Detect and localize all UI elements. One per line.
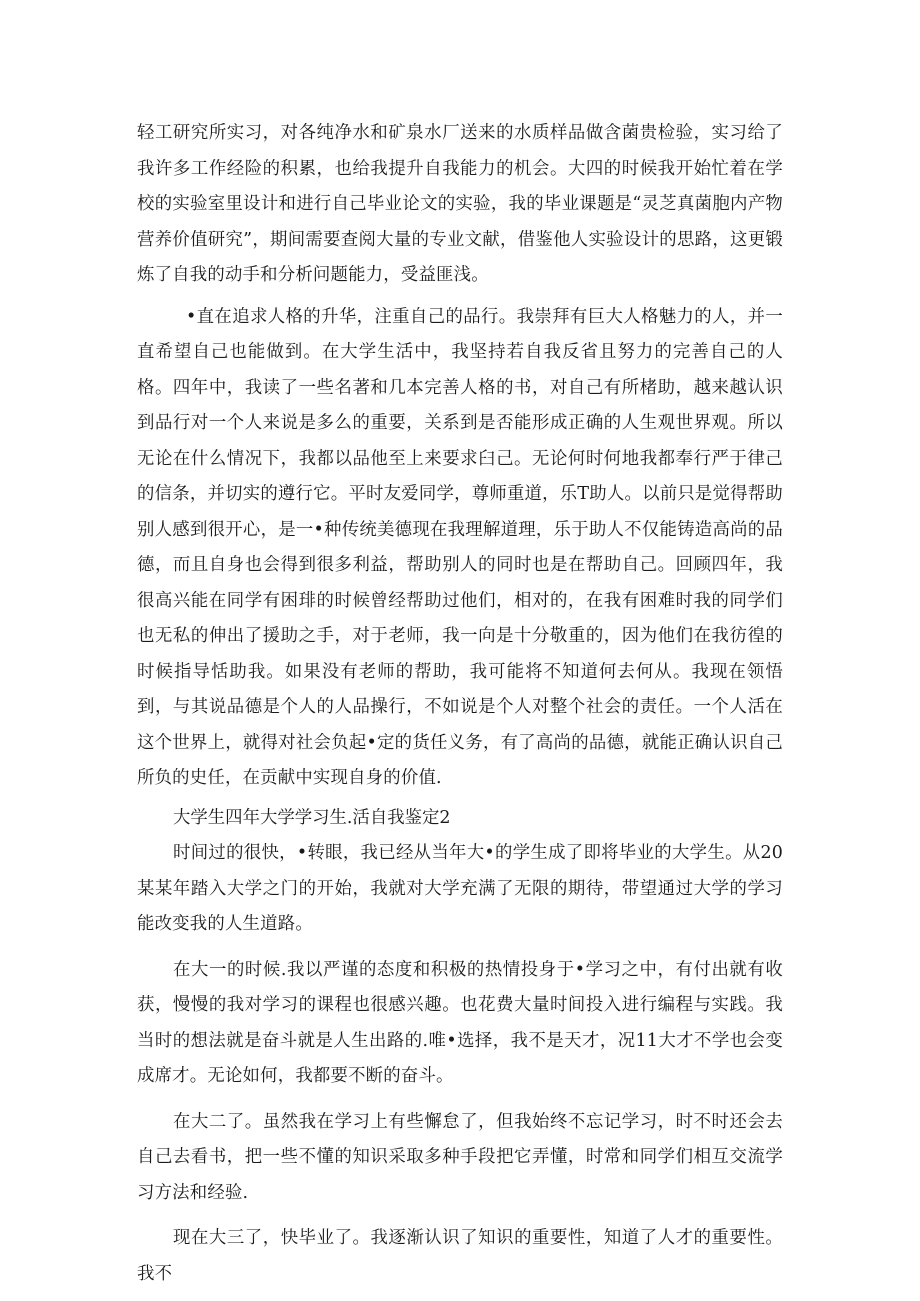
paragraph-second-year: 在大二了。虽然我在学习上有些懈怠了，但我始终不忘记学习，时不时还会去自己去看书，把一些不懂的知识采取多种手段把它弄懂，时常和同学们相互交流学习方法和经验. bbox=[137, 1111, 783, 1203]
paragraph-internship: 轻工研究所实习，对各纯净水和矿泉水厂送来的水质样品做含菌贵检验，实习给了我许多工作经险的积累，也给我提升自我能力的机会。大四的时候我开始忙着在学校的实验室里设计和进行自己毕业论文的实验，我的毕业课题是“灵芝真菌胞内产物营养价值研究”，期间需要查阅大量的专业文献，借鉴他人实验设计的思路，这更锻炼了自我的动手和分析问题能力，受益匪浅。 bbox=[137, 123, 783, 285]
paragraph-time-flies: 时间过的很快，•转眼，我已经从当年大•的学生成了即将毕业的大学生。从20某某年踏入大学之门的开始，我就对大学充满了无限的期待，带望通过大学的学习能改变我的人生道路。 bbox=[137, 843, 783, 934]
paragraph-third-year: 现在大三了，快毕业了。我逐渐认识了知识的重要性，知道了人才的重要性。我不 bbox=[137, 1228, 783, 1284]
paragraph-character: •直在追求人格的升华，注重自己的品行。我崇拜有巨大人格魅力的人，并一直希望自己也能做到。在大学生活中，我坚持若自我反省且努力的完善自己的人格。四年中，我读了一些名著和几本完善人格的书，对自己有所楮助，越来越认识到品行对一个人来说是多么的重要，关系到是否能形成正确的人生观世界观。所以无论在什么情况下，我都以品他至上来要求臼己。无论何时何地我都奉行严于律己的信条，并切实的遵行它。平时友爱同学，尊师重道，乐T助人。以前只是觉得帮助别人感到很开心，是一•种传统美德现在我理解道理，乐于助人不仅能铸造高尚的品德，而且自身也会得到很多利益，帮助别人的同时也是在帮助自己。回顾四年，我很高兴能在同学有困琲的时候曾经帮助过他们，相对的，在我有困难时我的同学们也无私的伸出了援助之手，对于老师，我一向是十分敬重的，因为他们在我彷徨的时候指导恬助我。如果没有老师的帮助，我可能将不知道何去何从。我现在领悟到，与其说品德是个人的人品操行，不如说是个人对整个社会的责任。一个人活在这个世界上，就得对社会负起•定的货任义务，有了高尚的品德，就能正确认识自己所负的史任，在贡献中实现自身的价值. bbox=[137, 306, 783, 788]
document-page bbox=[137, 116, 783, 1292]
section-heading: 大学生四年大学学习生.活自我鉴定2 bbox=[173, 807, 451, 828]
paragraph-first-year: 在大一的时候.我以严谨的态度和积极的热情投身于•学习之中，有付出就有收获，慢慢的我对学习的课程也很感兴趣。也花费大量时间投入进行编程与实践。我当时的想法就是奋斗就是人生出路的.唯•选择，我不是天才，况11大才不学也会变成席才。无论如何，我都要不断的奋斗。 bbox=[137, 959, 783, 1086]
